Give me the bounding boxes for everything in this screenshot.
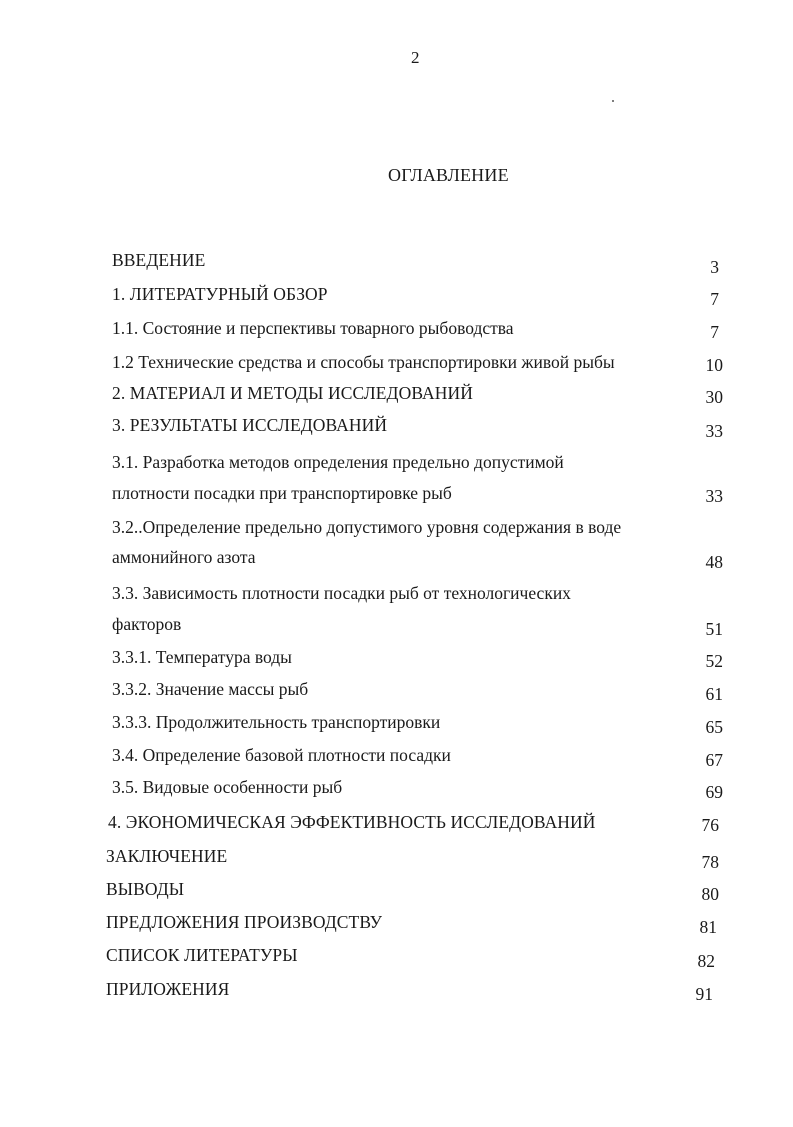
toc-entry-3-3-2: 3.3.2. Значение массы рыб: [112, 679, 309, 699]
toc-entry-literature-review: 1. ЛИТЕРАТУРНЫЙ ОБЗОР: [112, 284, 328, 304]
toc-page-3-4: 67: [705, 750, 723, 770]
toc-page-1-2: 10: [705, 355, 723, 375]
toc-entry-introduction: ВВЕДЕНИЕ: [112, 250, 206, 270]
page-number: 2: [411, 48, 420, 67]
toc-title: ОГЛАВЛЕНИЕ: [388, 165, 509, 185]
toc-page-economic-efficiency: 76: [701, 815, 719, 835]
toc-page-results: 33: [705, 421, 723, 441]
toc-page-appendices: 91: [695, 984, 713, 1004]
toc-entry-3-3-1: 3.3.1. Температура воды: [112, 647, 292, 667]
toc-entry-references: СПИСОК ЛИТЕРАТУРЫ: [106, 945, 298, 965]
toc-page-references: 82: [697, 951, 715, 971]
toc-page-3-3-1: 52: [705, 651, 723, 671]
toc-entry-findings: ВЫВОДЫ: [106, 879, 185, 899]
toc-page-proposals: 81: [699, 917, 717, 937]
toc-entry-1-1: 1.1. Состояние и перспективы товарного рыбоводства: [112, 318, 514, 338]
toc-page-3-3-3: 65: [705, 717, 723, 737]
toc-page-3-3-2: 61: [705, 684, 723, 704]
toc-entry-3-4: 3.4. Определение базовой плотности посадки: [112, 745, 451, 765]
toc-entry-3-2: 3.2..Определение предельно допустимого уровня содержания в воде: [112, 517, 622, 537]
toc-page-1-1: 7: [710, 322, 719, 342]
toc-entry-3-1: 3.1. Разработка методов определения предельно допустимой: [112, 452, 564, 472]
toc-entry-conclusion: ЗАКЛЮЧЕНИЕ: [106, 846, 228, 866]
toc-page-3-2: 48: [705, 552, 723, 572]
toc-entry-3-2-cont: аммонийного азота: [112, 547, 256, 567]
toc-entry-3-3: 3.3. Зависимость плотности посадки рыб от технологических: [112, 583, 571, 603]
toc-entry-3-3-3: 3.3.3. Продолжительность транспортировки: [112, 712, 441, 732]
toc-entry-3-3-cont: факторов: [112, 614, 182, 634]
toc-entry-economic-efficiency: 4. ЭКОНОМИЧЕСКАЯ ЭФФЕКТИВНОСТЬ ИССЛЕДОВАНИЙ: [108, 812, 596, 832]
toc-entry-proposals: ПРЕДЛОЖЕНИЯ ПРОИЗВОДСТВУ: [106, 912, 383, 932]
toc-page-3-1: 33: [705, 486, 723, 506]
toc-page-introduction: 3: [710, 257, 719, 277]
toc-page-3-3: 51: [705, 619, 723, 639]
toc-page-findings: 80: [701, 884, 719, 904]
toc-page-3-5: 69: [705, 782, 723, 802]
toc-entry-1-2: 1.2 Технические средства и способы транспортировки живой рыбы: [112, 352, 615, 372]
toc-page-literature-review: 7: [710, 289, 719, 309]
toc-entry-materials-methods: 2. МАТЕРИАЛ И МЕТОДЫ ИССЛЕДОВАНИЙ: [112, 383, 473, 403]
scan-speck: [612, 100, 614, 102]
toc-entry-3-1-cont: плотности посадки при транспортировке рыб: [112, 483, 452, 503]
toc-entry-3-5: 3.5. Видовые особенности рыб: [112, 777, 343, 797]
toc-page-materials-methods: 30: [705, 387, 723, 407]
toc-entry-results: 3. РЕЗУЛЬТАТЫ ИССЛЕДОВАНИЙ: [112, 415, 388, 435]
toc-page-conclusion: 78: [701, 852, 719, 872]
toc-entry-appendices: ПРИЛОЖЕНИЯ: [106, 979, 230, 999]
